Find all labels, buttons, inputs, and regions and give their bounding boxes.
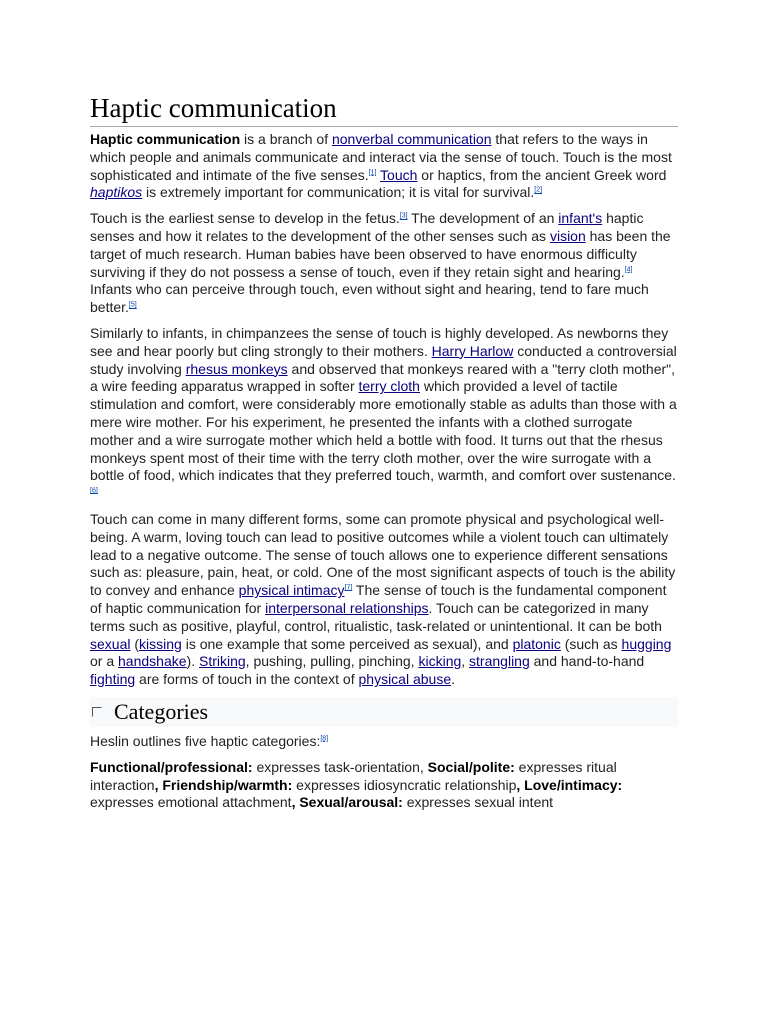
link-platonic[interactable]: platonic — [512, 635, 561, 652]
section-header-categories[interactable] — [90, 697, 678, 727]
text: expresses task-orientation, — [252, 758, 428, 775]
text: The sense of touch is the fundamental component of haptic communication for — [90, 582, 667, 616]
reference-link[interactable]: [5] — [128, 301, 137, 309]
reference-link[interactable]: [1] — [368, 168, 377, 176]
text: haptic senses and how it relates to the development of the other senses such as — [90, 210, 644, 244]
category-social: Social/polite: — [427, 758, 515, 775]
text: , pushing, pulling, pinching, — [245, 653, 419, 670]
link-striking[interactable]: Striking — [198, 653, 246, 670]
text: Similarly to infants, in chimpanzees the sense of touch is highly developed. As newborns they see and hear poorly but cling strongly to their mothers. — [90, 324, 669, 359]
text: ). — [186, 653, 199, 670]
link-touch[interactable]: Touch — [380, 166, 418, 183]
reference-4[interactable] — [625, 266, 633, 273]
page-title: Haptic communication — [90, 92, 678, 127]
reference-link[interactable]: [4] — [624, 265, 633, 273]
section-heading: Categories — [114, 699, 209, 724]
paragraph-chimpanzees — [90, 325, 678, 503]
text: . Touch can be categorized in many terms such as positive, playful, control, ritualistic, task-related or unintentional. It can be both — [90, 599, 662, 634]
text: and observed that monkeys reared with a "terry cloth mother", a wire feeding apparatus wrapped in softer — [90, 360, 676, 395]
paragraph-development — [90, 210, 678, 317]
link-strangling[interactable]: strangling — [469, 653, 530, 670]
link-harry-harlow[interactable]: Harry Harlow — [431, 342, 514, 359]
text: has been the target of much research. Human babies have been observed to have enormous difficulty surviving if they do not possess a sense of touch, even if they retain sight and hearing. — [90, 227, 671, 280]
link-haptikos[interactable]: haptikos — [90, 184, 143, 201]
link-fighting[interactable]: fighting — [90, 671, 136, 688]
text: conducted a controversial study involving — [90, 342, 677, 377]
text: or a — [90, 653, 119, 670]
text: ( — [130, 635, 140, 652]
category-love: , Love/intimacy: — [516, 776, 623, 793]
link-handshake[interactable]: handshake — [118, 653, 187, 670]
text: . — [451, 671, 456, 688]
link-terry-cloth[interactable]: terry cloth — [358, 378, 420, 395]
link-rhesus-monkeys[interactable]: rhesus monkeys — [185, 360, 288, 377]
text: The development of an — [407, 210, 559, 227]
bold-term: Haptic communication — [90, 131, 241, 147]
link-interpersonal-relationships[interactable]: interpersonal relationships — [265, 599, 429, 616]
paragraph-forms-of-touch — [90, 511, 678, 689]
link-hugging[interactable]: hugging — [621, 635, 672, 652]
link-infant[interactable]: infant's — [558, 210, 603, 227]
text: or haptics, from the ancient Greek word — [417, 166, 667, 183]
category-sexual: , Sexual/arousal: — [291, 794, 403, 811]
reference-link[interactable]: [6] — [90, 487, 98, 495]
text: expresses sexual intent — [402, 794, 554, 811]
text: Touch is the earliest sense to develop in the fetus. — [90, 210, 400, 227]
text: are forms of touch in the context of — [135, 671, 359, 688]
reference-link[interactable]: [7] — [344, 584, 353, 592]
category-friendship: , Friendship/warmth: — [154, 776, 293, 793]
reference-link[interactable]: [8] — [320, 735, 329, 743]
text: expresses emotional attachment — [90, 794, 292, 811]
reference-link[interactable]: [3] — [399, 212, 408, 220]
link-sexual[interactable]: sexual — [90, 635, 131, 652]
reference-6[interactable] — [90, 487, 98, 494]
reference-8[interactable] — [320, 735, 328, 742]
paragraph-categories-intro — [90, 733, 678, 751]
text: expresses idiosyncratic relationship — [292, 776, 517, 793]
text: Heslin outlines five haptic categories: — [90, 732, 321, 749]
text: Touch can come in many different forms, some can promote physical and psychological well-being. A warm, loving touch can lead to positive outcomes while a violent touch can ultimately lead to a negative outcome. The sense of touch allows one to experience different sensations such as: pleasure, pain, heat, or cold. One of the most significant aspects of touch is the ability to convey and enhance — [90, 510, 676, 599]
link-vision[interactable]: vision — [549, 227, 586, 244]
collapse-toggle-icon[interactable] — [92, 707, 102, 717]
text: (such as — [560, 635, 622, 652]
text: and hand-to-hand — [529, 653, 645, 670]
reference-5[interactable] — [129, 302, 137, 309]
article — [90, 92, 678, 820]
text: is a branch of — [240, 131, 332, 147]
reference-link[interactable]: [2] — [534, 186, 543, 194]
link-kicking[interactable]: kicking — [418, 653, 462, 670]
link-kissing[interactable]: kissing — [139, 635, 182, 652]
text: is one example that some perceived as sexual), and — [181, 635, 513, 652]
text: Infants who can perceive through touch, even without sight and hearing, tend to fare much better. — [90, 281, 649, 316]
link-physical-intimacy[interactable]: physical intimacy — [238, 582, 345, 599]
text: is extremely important for communication; it is vital for survival. — [142, 184, 535, 201]
text: expresses ritual interaction — [90, 758, 617, 793]
link-physical-abuse[interactable]: physical abuse — [358, 671, 452, 688]
link-nonverbal-communication[interactable]: nonverbal communication — [331, 131, 492, 147]
text: which provided a level of tactile stimulation and comfort, were considerably more emotionally stable as adults than those with a mere wire mother. For his experiment, he presented the infants with a clothed surrogate mother and a wire surrogate mother which held a bottle with food. It turns out that the rhesus monkeys spent most of their time with the terry cloth mother, over the wire surrogate with a bottle of food, which indicates that they preferred touch, warmth, and comfort over sustenance. — [90, 378, 677, 484]
paragraph-intro — [90, 131, 678, 202]
text: , — [461, 653, 470, 670]
category-functional: Functional/professional: — [90, 758, 253, 775]
text: that refers to the ways in which people and animals communicate and interact via the sense of touch. Touch is the most sophisticated and intimate of the five senses. — [90, 131, 672, 183]
reference-2[interactable] — [534, 187, 542, 194]
reference-3[interactable] — [400, 213, 408, 220]
paragraph-categories-list — [90, 759, 678, 812]
